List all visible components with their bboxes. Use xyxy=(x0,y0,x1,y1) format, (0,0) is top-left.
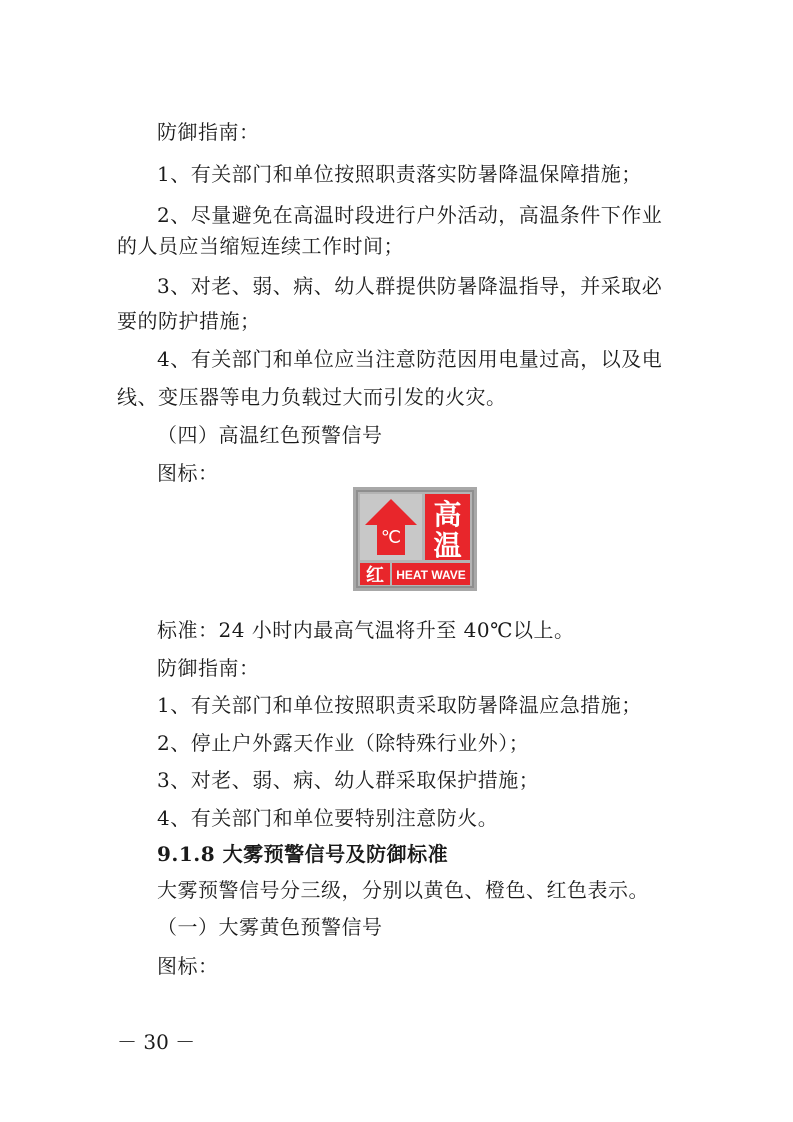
guide-item: 2、尽量避免在高温时段进行户外活动，高温条件下作业 xyxy=(157,203,663,227)
guide-heading: 防御指南： xyxy=(157,120,260,144)
guide-heading: 防御指南： xyxy=(157,656,260,680)
guide-item: 4、有关部门和单位要特别注意防火。 xyxy=(157,806,499,830)
guide-item-continuation: 的人员应当缩短连续工作时间； xyxy=(117,234,404,258)
section-title: （一）大雾黄色预警信号 xyxy=(157,915,383,939)
section-title: （四）高温红色预警信号 xyxy=(157,423,383,447)
icon-label: 图标： xyxy=(157,954,219,978)
paragraph: 大雾预警信号分三级，分别以黄色、橙色、红色表示。 xyxy=(157,878,649,902)
guide-item: 2、停止户外露天作业（除特殊行业外）； xyxy=(157,731,530,755)
english-label: HEAT WAVE xyxy=(396,568,466,582)
color-char: 红 xyxy=(366,565,384,586)
char-top: 高 xyxy=(433,498,462,531)
celsius-symbol: ℃ xyxy=(380,527,402,547)
guide-item: 3、对老、弱、病、幼人群采取保护措施； xyxy=(157,768,540,792)
guide-item-continuation: 线、变压器等电力负载过大而引发的火灾。 xyxy=(117,385,507,409)
section-heading: 9.1.8 大雾预警信号及防御标准 xyxy=(157,842,449,866)
heat-wave-red-warning-icon xyxy=(353,487,477,591)
guide-item: 4、有关部门和单位应当注意防范因用电量过高，以及电 xyxy=(157,347,663,371)
guide-item: 1、有关部门和单位按照职责落实防暑降温保障措施； xyxy=(157,162,642,186)
standard-text: 标准：24 小时内最高气温将升至 40℃以上。 xyxy=(157,618,575,642)
guide-item: 1、有关部门和单位按照职责采取防暑降温应急措施； xyxy=(157,693,642,717)
page-number: － 30 － xyxy=(117,1030,196,1054)
guide-item: 3、对老、弱、病、幼人群提供防暑降温指导，并采取必 xyxy=(157,274,663,298)
guide-item-continuation: 要的防护措施； xyxy=(117,309,261,333)
icon-label: 图标： xyxy=(157,461,219,485)
char-bottom: 温 xyxy=(433,529,462,562)
